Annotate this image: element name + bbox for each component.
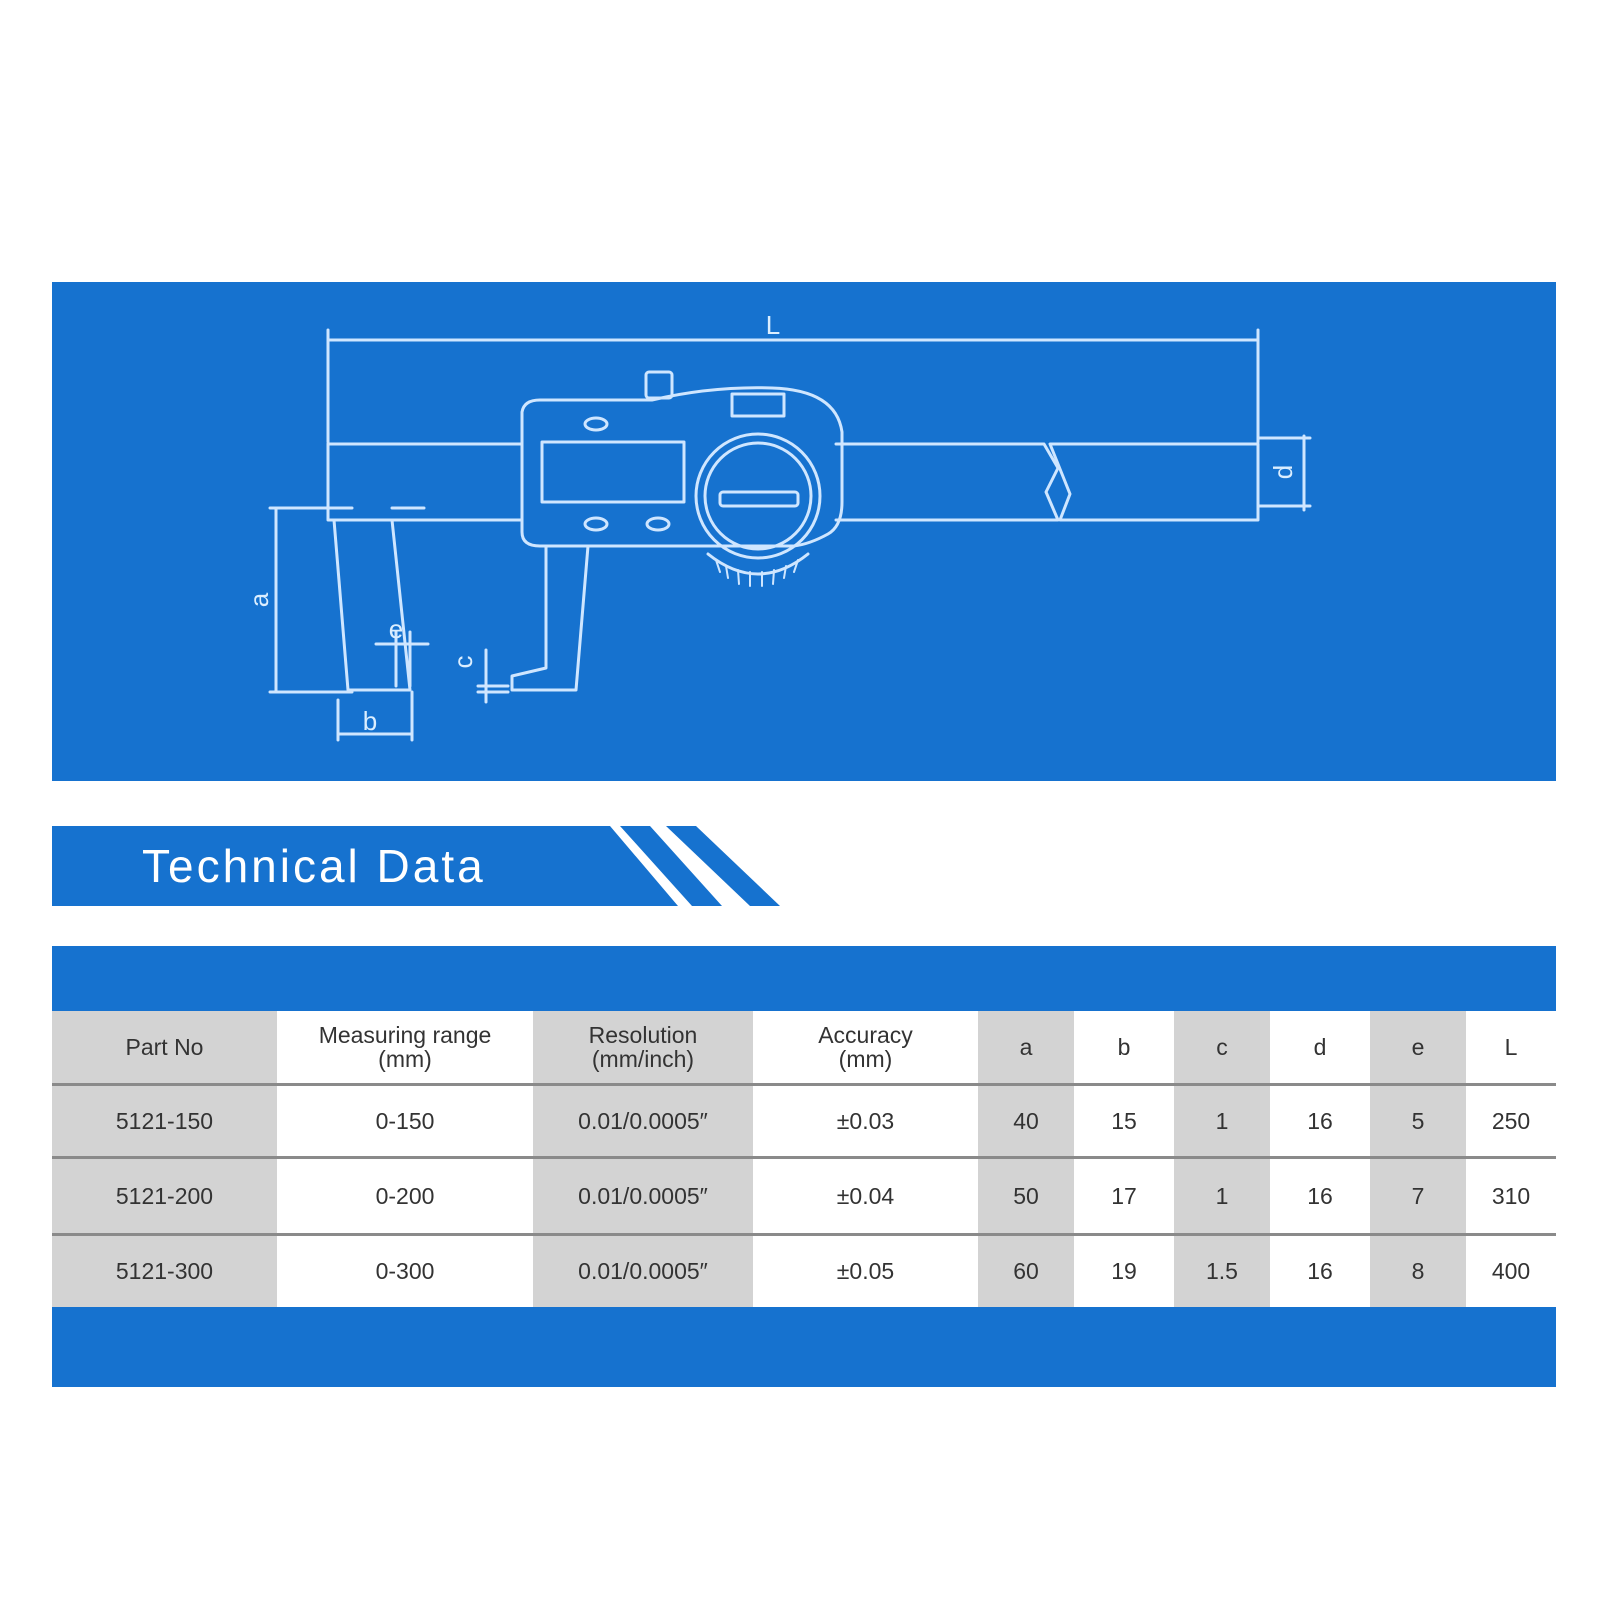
header-L: L	[1466, 1011, 1556, 1085]
oval-bottom-2	[647, 518, 669, 530]
technical-data-table	[52, 1011, 1556, 1307]
cell-part-no: 5121-150	[52, 1085, 277, 1158]
dimension-label-e: e	[388, 614, 404, 644]
cell-b: 19	[1074, 1235, 1174, 1308]
beam-right-segment	[1050, 444, 1258, 520]
cell-d: 16	[1270, 1158, 1370, 1235]
cell-measuring-range: 0-200	[277, 1158, 533, 1235]
oval-bottom-1	[585, 518, 607, 530]
header-part-no: Part No	[52, 1011, 277, 1085]
cell-a: 60	[978, 1235, 1074, 1308]
cell-c: 1	[1174, 1085, 1270, 1158]
header-accuracy: Accuracy (mm)	[753, 1011, 978, 1085]
oval-top	[585, 418, 607, 430]
fixed-jaw	[334, 520, 410, 690]
caliper-diagram-panel	[52, 282, 1556, 781]
table-header-row	[52, 1011, 1556, 1085]
header-resolution: Resolution (mm/inch)	[533, 1011, 753, 1085]
table-row	[52, 1158, 1556, 1235]
cell-c: 1	[1174, 1158, 1270, 1235]
dimension-label-a: a	[244, 592, 274, 608]
dimension-label-c: c	[448, 655, 478, 669]
dimension-label-L: L	[765, 310, 781, 340]
table-top-band	[52, 946, 1556, 1011]
cell-c: 1.5	[1174, 1235, 1270, 1308]
cell-L: 310	[1466, 1158, 1556, 1235]
cell-e: 7	[1370, 1158, 1466, 1235]
cell-d: 16	[1270, 1085, 1370, 1158]
table-bottom-band	[52, 1307, 1556, 1387]
cell-b: 15	[1074, 1085, 1174, 1158]
cell-a: 40	[978, 1085, 1074, 1158]
header-a: a	[978, 1011, 1074, 1085]
technical-data-table-container	[52, 946, 1556, 1387]
cell-L: 250	[1466, 1085, 1556, 1158]
beam-left-outline	[328, 444, 1058, 520]
header-measuring-range: Measuring range (mm)	[277, 1011, 533, 1085]
slider-body	[522, 388, 842, 546]
table-row	[52, 1235, 1556, 1308]
lcd-display	[542, 442, 684, 502]
cell-accuracy: ±0.05	[753, 1235, 978, 1308]
cell-d: 16	[1270, 1235, 1370, 1308]
dial-slot	[720, 492, 798, 506]
cell-accuracy: ±0.04	[753, 1158, 978, 1235]
dial-outer	[696, 434, 820, 558]
header-b: b	[1074, 1011, 1174, 1085]
header-d: d	[1270, 1011, 1370, 1085]
cell-L: 400	[1466, 1235, 1556, 1308]
dimension-label-d: d	[1268, 464, 1298, 480]
header-e: e	[1370, 1011, 1466, 1085]
cell-resolution: 0.01/0.0005″	[533, 1158, 753, 1235]
table-row	[52, 1085, 1556, 1158]
cell-part-no: 5121-300	[52, 1235, 277, 1308]
cell-measuring-range: 0-150	[277, 1085, 533, 1158]
cell-measuring-range: 0-300	[277, 1235, 533, 1308]
cell-part-no: 5121-200	[52, 1158, 277, 1235]
moving-jaw	[512, 546, 588, 690]
cell-resolution: 0.01/0.0005″	[533, 1085, 753, 1158]
section-title: Technical Data	[142, 840, 486, 892]
top-button	[646, 372, 672, 398]
top-window	[732, 394, 784, 416]
cell-e: 5	[1370, 1085, 1466, 1158]
cell-a: 50	[978, 1158, 1074, 1235]
dimension-label-b: b	[362, 706, 378, 736]
cell-accuracy: ±0.03	[753, 1085, 978, 1158]
cell-b: 17	[1074, 1158, 1174, 1235]
cell-e: 8	[1370, 1235, 1466, 1308]
caliper-diagram	[52, 282, 1556, 781]
header-c: c	[1174, 1011, 1270, 1085]
cell-resolution: 0.01/0.0005″	[533, 1235, 753, 1308]
section-banner	[52, 826, 782, 908]
